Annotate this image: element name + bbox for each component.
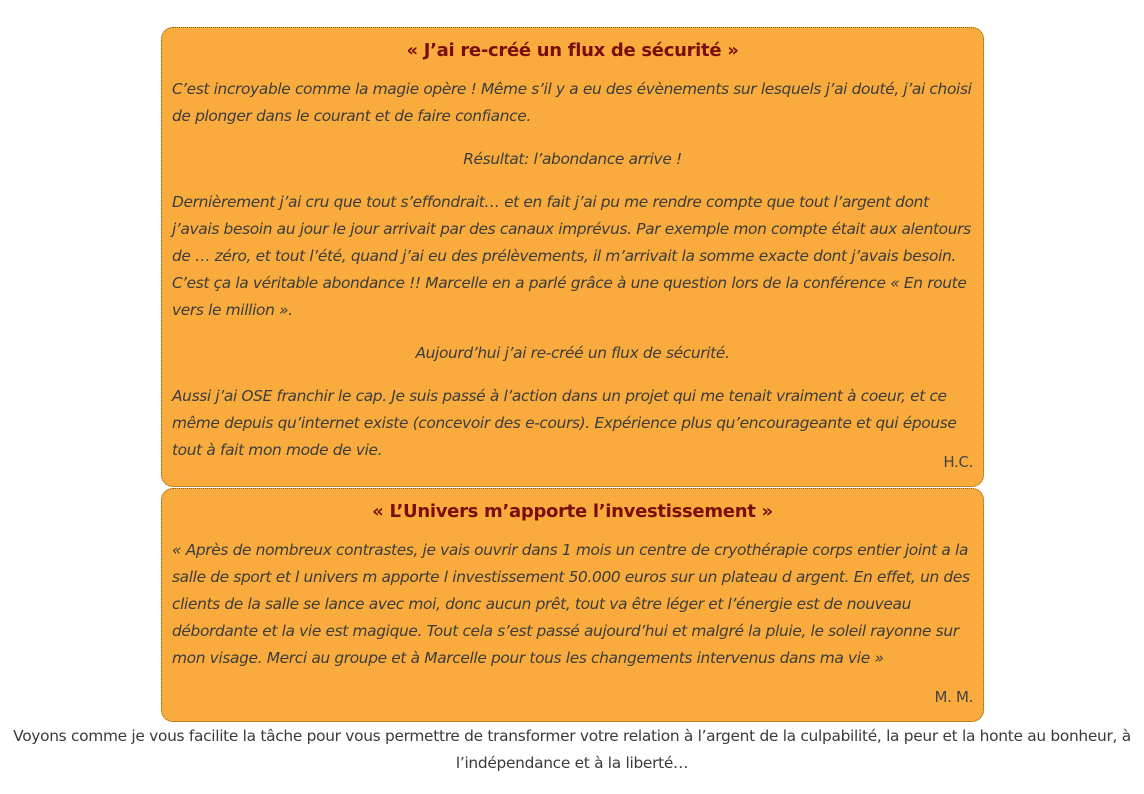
testimonial-signature: M. M. — [934, 688, 973, 706]
testimonial-title: « J’ai re-créé un flux de sécurité » — [406, 40, 739, 61]
closing-paragraph: Voyons comme je vous facilite la tâche pour vous permettre de transformer votre relation à l’argent de la culpabilité, la peur et la honte au bonheur, à l’indépendance et à la liberté… — [13, 727, 1131, 772]
testimonial-paragraph: Aujourd’hui j’ai re-créé un flux de sécurité. — [415, 344, 730, 362]
testimonial-paragraph: C’est incroyable comme la magie opère ! Même s’il y a eu des évènements sur lesquels j’ai douté, j’ai choisi de plonger dans le courant et de faire confiance. — [172, 80, 972, 125]
testimonial-card — [161, 488, 984, 722]
testimonial-signature: H.C. — [943, 453, 973, 471]
testimonial-paragraph: Résultat: l’abondance arrive ! — [463, 150, 682, 168]
testimonial-card — [161, 27, 984, 487]
testimonial-paragraph: Aussi j’ai OSE franchir le cap. Je suis passé à l’action dans un projet qui me tenait vraiment à coeur, et ce même depuis qu’internet existe (concevoir des e-cours). Expérience plus qu’encourageante et qui épouse tout à fait mon mode de vie. — [172, 387, 957, 459]
testimonial-paragraph: « Après de nombreux contrastes, je vais ouvrir dans 1 mois un centre de cryothérapie corps entier joint a la salle de sport et l univers m apporte l investissement 50.000 euros sur un plateau d argent. En effet, un des clients de la salle se lance avec moi, donc aucun prêt, tout va être léger et l’énergie est de nouveau débordante et la vie est magique. Tout cela s’est passé aujourd’hui et malgré la pluie, le soleil rayonne sur mon visage. Merci au groupe et à Marcelle pour tous les changements intervenus dans ma vie » — [172, 541, 970, 667]
testimonial-paragraph: Dernièrement j’ai cru que tout s’effondrait… et en fait j’ai pu me rendre compte que tout l’argent dont j’avais besoin au jour le jour arrivait par des canaux imprévus. Par exemple mon compte était aux alentours de … zéro, et tout l’été, quand j’ai eu des prélèvements, il m’arrivait la somme exacte dont j’avais besoin. C’est ça la véritable abondance !! Marcelle en a parlé grâce à une question lors de la conférence « En route vers le million ». — [172, 193, 971, 319]
testimonial-title: « L’Univers m’apporte l’investissement » — [372, 501, 773, 522]
